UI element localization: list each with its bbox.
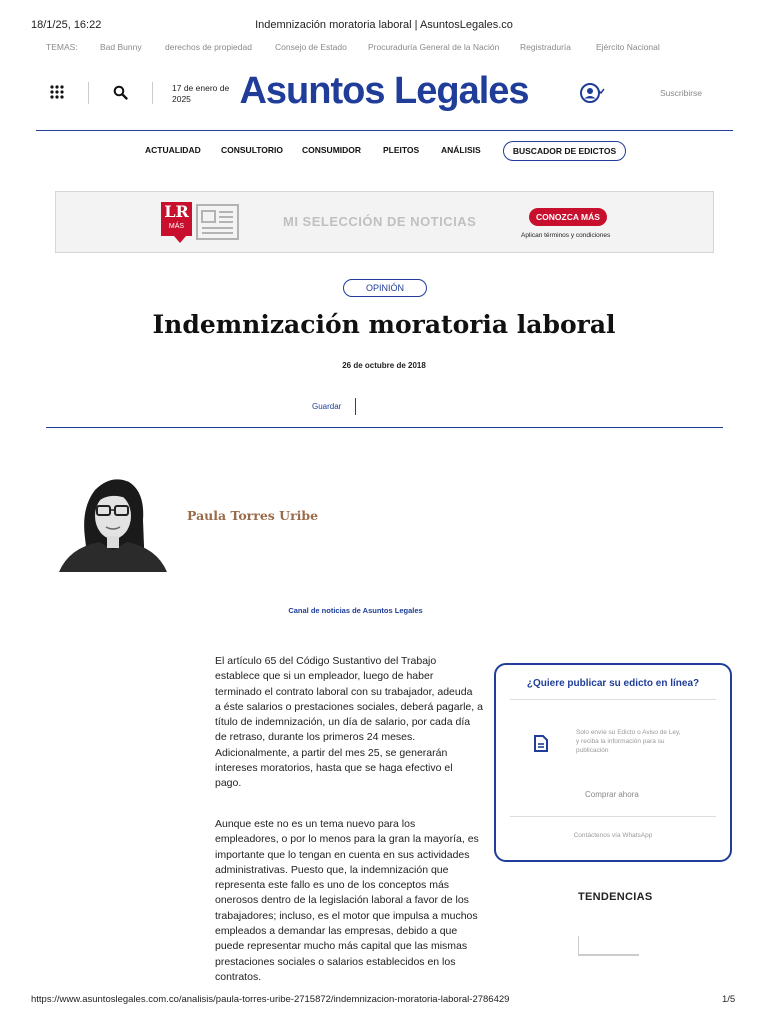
banner-headline: MI SELECCIÓN DE NOTICIAS xyxy=(283,214,477,229)
text-line: pago. xyxy=(215,777,242,790)
text-line: prestaciones sociales o salarios establecidos en los xyxy=(215,955,456,968)
save-button[interactable]: Guardar xyxy=(312,402,342,411)
channel-link[interactable]: Canal de noticias de Asuntos Legales xyxy=(288,606,423,615)
nav-item-pleitos[interactable]: PLEITOS xyxy=(383,145,420,155)
article-head-rule xyxy=(46,427,723,428)
text-line: importante que lo tengan en cuenta en sus actividades xyxy=(215,848,470,861)
desc-line: y reciba la información para su xyxy=(576,738,665,745)
header-date-line: 2025 xyxy=(172,94,191,104)
text-line: terminado el contrato laboral con su trabajador, adeuda xyxy=(215,685,473,698)
card-divider xyxy=(510,699,716,700)
document-icon xyxy=(534,735,548,752)
nav-item-consultorio[interactable]: CONSULTORIO xyxy=(221,145,284,155)
text-line: de retraso, durante los primeros 24 meses. xyxy=(215,731,416,744)
trends-title: TENDENCIAS xyxy=(578,891,653,903)
text-line: onerosos dentro de la legislación laboral a favor de los xyxy=(215,894,469,907)
text-line: representa este fallo es uno de los conceptos más xyxy=(215,879,450,892)
article-date: 26 de octubre de 2018 xyxy=(342,361,426,370)
whatsapp-contact-link[interactable]: Contáctenos vía WhatsApp xyxy=(573,832,653,839)
nav-item-analisis[interactable]: ANÁLISIS xyxy=(441,145,481,155)
topic-link[interactable]: Registraduría xyxy=(520,42,572,52)
lr-logo-text: LR xyxy=(164,202,189,221)
print-url: https://www.asuntoslegales.com.co/analisis/paula-torres-uribe-2715872/indemnizacion-moratoria-laboral-2786429 xyxy=(31,994,510,1005)
text-line: intereses moratorios, hasta que se haga efectivo el xyxy=(215,762,453,775)
logo-pointer xyxy=(174,236,186,243)
desc-line: publicación xyxy=(576,747,609,754)
text-line: empleadores, o por lo menos para la gran la mayoría, es xyxy=(215,833,479,846)
nav-item-actualidad[interactable]: ACTUALIDAD xyxy=(145,145,201,155)
topic-link[interactable]: Ejército Nacional xyxy=(596,42,660,52)
site-logo[interactable]: Asuntos Legales xyxy=(239,70,529,112)
promo-banner[interactable] xyxy=(55,191,714,253)
author-photo xyxy=(59,468,167,572)
topic-link[interactable]: Consejo de Estado xyxy=(275,42,347,52)
lr-mas-logo xyxy=(161,202,192,236)
edicts-search-button[interactable]: BUSCADOR DE EDICTOS xyxy=(503,141,626,161)
user-account-icon[interactable] xyxy=(579,82,605,104)
text-line: administrativas. Puesto que, la indemnización que xyxy=(215,863,449,876)
text-line: puede representar mucho más capital que las mismas xyxy=(215,940,468,953)
text-line: empleados a demandar las empresas, debido a que xyxy=(215,925,458,938)
edict-card-description xyxy=(576,728,681,755)
card-divider xyxy=(510,816,716,817)
text-line: a éste salarios o prestaciones sociales, deberá pagarle, a xyxy=(215,700,483,713)
article-paragraph-2 xyxy=(215,817,485,985)
text-line: establece que si un empleador, luego de haber xyxy=(215,670,434,683)
edict-card-title: ¿Quiere publicar su edicto en línea? xyxy=(526,678,700,689)
lr-logo-sub: MÁS xyxy=(168,223,185,230)
text-line: El artículo 65 del Código Sustantivo del Trabajo xyxy=(215,655,437,667)
edict-card xyxy=(494,663,732,862)
main-nav xyxy=(0,145,768,159)
text-line: contratos. xyxy=(215,970,262,983)
text-line: Aunque este no es un tema nuevo para los xyxy=(215,818,416,830)
article-paragraph-1 xyxy=(215,654,485,792)
newspaper-icon xyxy=(196,204,239,240)
banner-terms: Aplican términos y condiciones xyxy=(521,232,611,239)
topic-link[interactable]: Bad Bunny xyxy=(100,42,142,52)
print-page-number: 1/5 xyxy=(722,994,736,1005)
trends-placeholder xyxy=(578,936,639,956)
text-line: trabajadores; incluso, es el motor que impulsa a muchos xyxy=(215,909,478,922)
topic-link[interactable]: Procuraduría General de la Nación xyxy=(368,42,500,52)
subscribe-link[interactable]: Suscribirse xyxy=(660,88,703,98)
text-line: Adicionalmente, a partir del mes 25, se generarán xyxy=(215,746,448,759)
header-rule xyxy=(36,130,733,131)
banner-cta-button[interactable]: CONOZCA MÁS xyxy=(529,208,607,226)
buy-now-button[interactable]: Comprar ahora xyxy=(585,790,639,799)
section-badge[interactable]: OPINIÓN xyxy=(343,279,427,297)
save-divider xyxy=(355,398,356,415)
topics-label: TEMAS: xyxy=(46,42,78,52)
topic-link[interactable]: derechos de propiedad xyxy=(165,42,252,52)
desc-line: Solo envíe su Edicto o Aviso de Ley, xyxy=(576,729,681,736)
print-doc-title: Indemnización moratoria laboral | AsuntosLegales.co xyxy=(255,19,513,31)
print-datetime: 18/1/25, 16:22 xyxy=(31,19,102,31)
author-name[interactable]: Paula Torres Uribe xyxy=(187,508,319,523)
nav-item-consumidor[interactable]: CONSUMIDOR xyxy=(302,145,362,155)
article-title: Indemnización moratoria laboral xyxy=(152,310,616,339)
text-line: título de indemnización, un día de salario, por cada día xyxy=(215,716,471,729)
header-date-line: 17 de enero de xyxy=(172,83,230,93)
